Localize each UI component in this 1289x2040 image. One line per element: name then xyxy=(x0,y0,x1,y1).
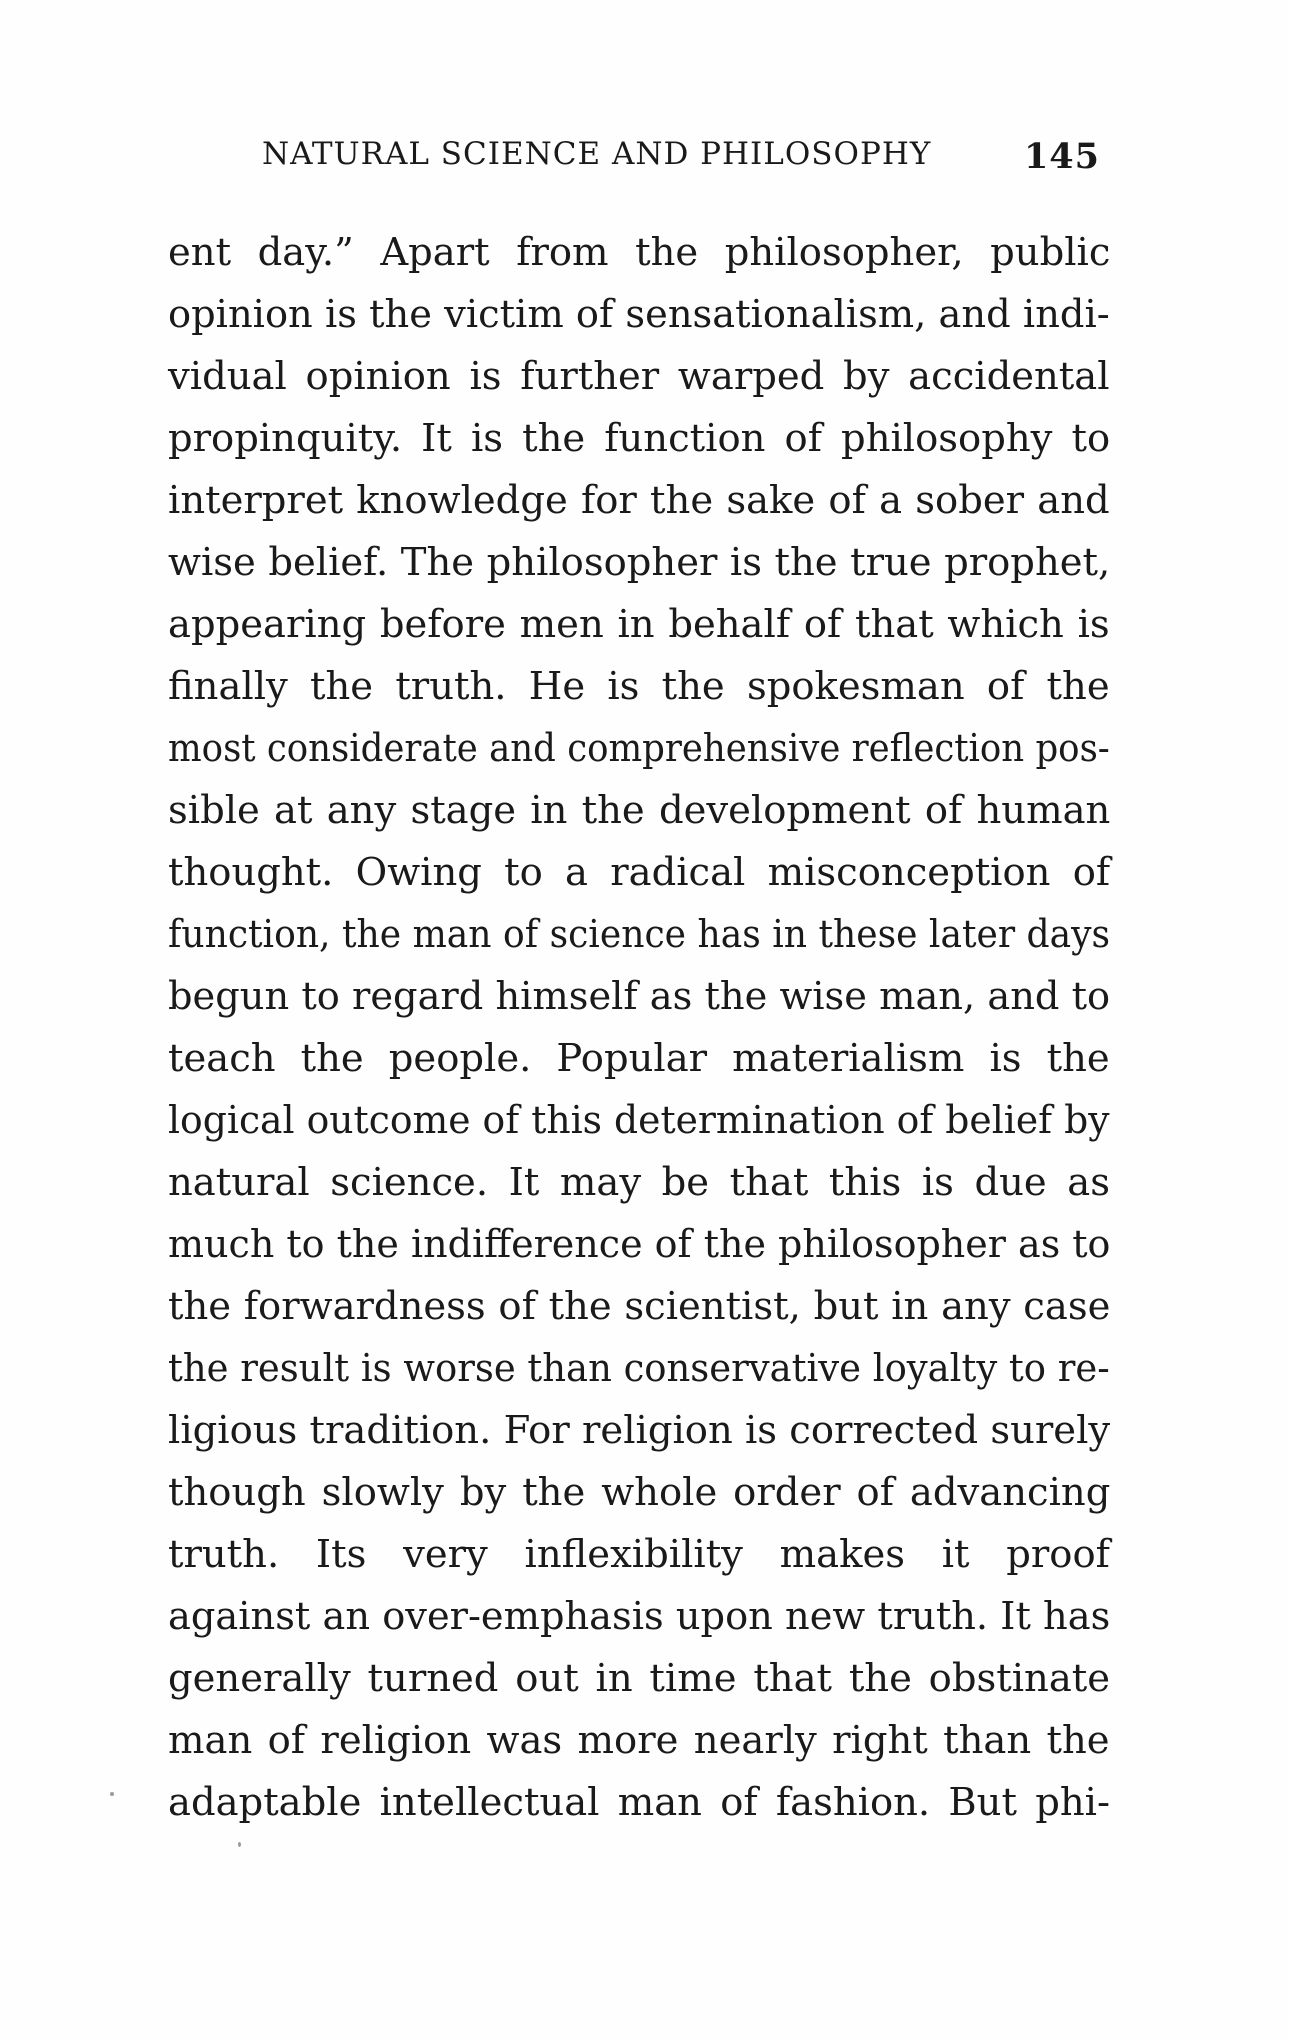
text-line: opinion is the victim of sensationalism, and indi- xyxy=(168,292,1110,337)
text-line: teach the people. Popular materialism is the xyxy=(168,1036,1110,1081)
running-head xyxy=(262,136,1100,184)
text-line: function, the man of science has in these later days xyxy=(168,912,1111,957)
text-line: against an over-emphasis upon new truth. It has xyxy=(168,1594,1111,1639)
text-line: finally the truth. He is the spokesman of the xyxy=(168,664,1110,709)
text-line: the forwardness of the scientist, but in any case xyxy=(168,1284,1111,1329)
running-title: NATURAL SCIENCE AND PHILOSOPHY xyxy=(262,136,932,172)
text-line: interpret knowledge for the sake of a sober and xyxy=(168,478,1110,523)
text-line: natural science. It may be that this is due as xyxy=(168,1160,1110,1205)
text-line: begun to regard himself as the wise man, and to xyxy=(168,974,1111,1019)
text-line: truth. Its very inflexibility makes it proof xyxy=(168,1532,1110,1577)
print-speck xyxy=(110,1792,114,1796)
print-speck xyxy=(238,1842,241,1847)
text-line: wise belief. The philosopher is the true prophet, xyxy=(168,540,1111,585)
text-line: the result is worse than conservative loyalty to re- xyxy=(168,1346,1110,1391)
text-line: generally turned out in time that the obstinate xyxy=(168,1656,1111,1701)
text-line: ent day.” Apart from the philosopher, public xyxy=(168,230,1111,275)
text-line: most considerate and comprehensive reflection pos- xyxy=(168,726,1110,771)
text-line: vidual opinion is further warped by accidental xyxy=(168,354,1110,399)
page-number: 145 xyxy=(1023,136,1100,177)
text-line: sible at any stage in the development of human xyxy=(168,788,1111,833)
text-line: man of religion was more nearly right than the xyxy=(168,1718,1110,1763)
text-line: ligious tradition. For religion is corrected surely xyxy=(168,1408,1111,1453)
text-line: propinquity. It is the function of philosophy to xyxy=(168,416,1111,461)
text-line: though slowly by the whole order of advancing xyxy=(168,1470,1111,1515)
text-line: appearing before men in behalf of that which is xyxy=(168,602,1110,647)
text-line: thought. Owing to a radical misconception of xyxy=(168,850,1111,895)
text-line: logical outcome of this determination of belief by xyxy=(168,1098,1110,1143)
body-text xyxy=(168,222,1110,1834)
text-line: adaptable intellectual man of fashion. But phi- xyxy=(168,1780,1110,1825)
text-line: much to the indifference of the philosopher as to xyxy=(168,1222,1111,1267)
